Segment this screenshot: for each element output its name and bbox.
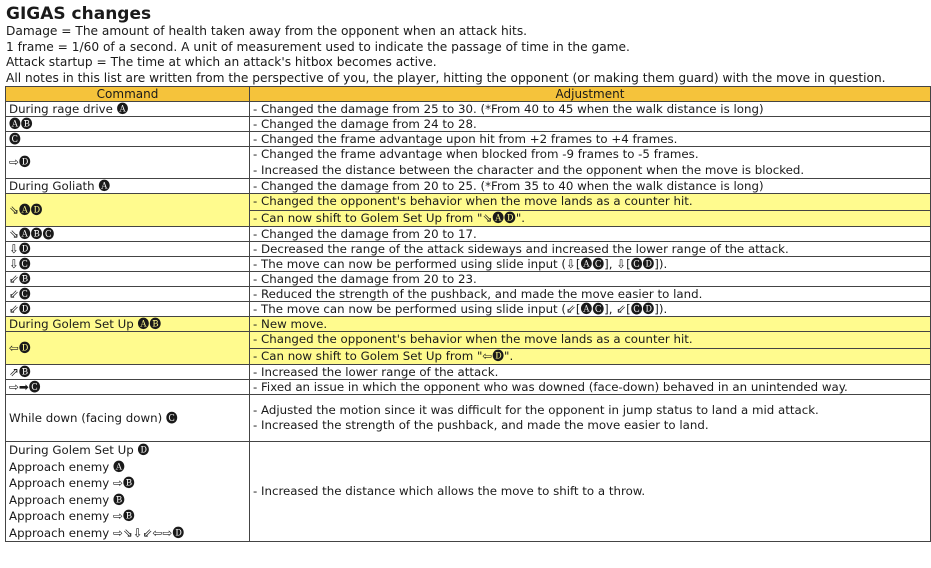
table-row [6,287,931,302]
intro-notes [6,24,925,86]
adjustment-text: - Increased the distance which allows the move to shift to a throw. [253,484,646,498]
command-cell [6,194,250,227]
command-text: ⇩🅓 [9,242,31,256]
adjustment-text: - Changed the damage from 20 to 25. (*From 35 to 40 when the walk distance is long) [253,179,764,193]
command-cell [6,242,250,257]
command-text: During rage drive 🅐 [9,102,129,116]
adjustment-cell [250,287,931,302]
table-row [6,194,931,227]
adjustment-text: - Can now shift to Golem Set Up from "⇘🅐🅓". [253,210,526,225]
adjustment-text: - Changed the frame advantage upon hit from +2 frames to +4 frames. [253,132,678,146]
document [6,4,925,542]
adjustment-text: - Changed the opponent's behavior when the move lands as a counter hit. [250,194,930,211]
adjustment-text: - Decreased the range of the attack sideways and increased the lower range of the attack. [253,242,789,256]
table-row [6,380,931,395]
command-cell [6,317,250,332]
command-text: Approach enemy 🅐 [9,459,125,474]
adjustment-cell [250,257,931,272]
column-header-command: Command [6,87,250,102]
command-text: ⇘🅐🅓 [9,202,43,217]
adjustment-cell [250,179,931,194]
command-cell [6,132,250,147]
command-text: ⇙🅑 [9,272,31,286]
command-cell [6,287,250,302]
command-text: Approach enemy ⇨🅑 [9,476,135,490]
command-text: ⇙🅒 [9,287,31,301]
command-cell [6,380,250,395]
adjustment-cell [250,147,931,179]
adjustment-cell [250,302,931,317]
command-text: ⇘🅐🅑🅒 [9,227,55,241]
intro-line: 1 frame = 1/60 of a second. A unit of measurement used to indicate the passage of time in the game. [6,39,630,54]
command-cell [6,442,250,542]
table-row [6,132,931,147]
command-text: ⇨🅓 [9,155,31,169]
adjustment-cell [250,365,931,380]
adjustment-text: - Changed the opponent's behavior when the move lands as a counter hit. [250,332,930,349]
adjustment-text: - Adjusted the motion since it was difficult for the opponent in jump status to land a mid attack. [253,402,819,417]
intro-line: Attack startup = The time at which an attack's hitbox becomes active. [6,55,437,69]
adjustment-text: - The move can now be performed using slide input (⇙[🅐🅒], ⇙[🅒🅓]). [253,302,668,316]
command-cell [6,395,250,442]
command-cell [6,257,250,272]
adjustment-text: - Changed the damage from 20 to 17. [253,227,477,241]
table-row [6,147,931,179]
table-row [6,102,931,117]
command-cell [6,102,250,117]
command-cell [6,179,250,194]
adjustment-text: - Changed the damage from 20 to 23. [253,272,477,286]
adjustment-cell [250,102,931,117]
adjustment-cell [250,442,931,542]
adjustment-text: - Increased the strength of the pushback, and made the move easier to land. [253,418,709,432]
command-cell [6,227,250,242]
adjustment-cell [250,194,931,227]
adjustment-text: - Increased the lower range of the attack. [253,365,499,379]
table-row [6,442,931,542]
table-row [6,117,931,132]
intro-line: Damage = The amount of health taken away from the opponent when an attack hits. [6,24,528,38]
command-text: ⇨➡🅒 [9,380,41,394]
table-row [6,317,931,332]
table-row [6,179,931,194]
command-text: ⇦🅓 [9,340,31,355]
adjustment-text: - Fixed an issue in which the opponent who was downed (face-down) behaved in an unintended way. [253,380,848,394]
command-text: During Golem Set Up 🅓 [9,443,150,457]
adjustment-text: - Reduced the strength of the pushback, and made the move easier to land. [253,287,703,301]
table-body [6,102,931,542]
adjustment-text: - The move can now be performed using slide input (⇩[🅐🅒], ⇩[🅒🅓]). [253,257,668,271]
adjustment-text: - Increased the distance between the character and the opponent when the move is blocked. [253,162,805,177]
command-text: Approach enemy ⇨🅑 [9,509,135,523]
changes-table [5,86,931,542]
adjustment-cell [250,132,931,147]
adjustment-text: - Can now shift to Golem Set Up from "⇦🅓". [253,348,514,363]
command-cell [6,117,250,132]
adjustment-cell [250,395,931,442]
command-cell [6,147,250,179]
table-header-row [6,87,931,102]
adjustment-cell [250,380,931,395]
intro-line: All notes in this list are written from the perspective of you, the player, hitting the opponent (or making them guard) with the move in question. [6,70,886,85]
adjustment-text: - Changed the damage from 25 to 30. (*From 40 to 45 when the walk distance is long) [253,102,764,116]
command-cell [6,302,250,317]
command-text: During Golem Set Up 🅐🅑 [9,317,162,331]
command-text: Approach enemy ⇨⇘⇩⇙⇦⇨🅓 [9,525,185,540]
table-row [6,272,931,287]
table-row [6,365,931,380]
command-text: During Goliath 🅐 [9,179,111,193]
command-text: 🅒 [9,132,21,146]
command-text: Approach enemy 🅑 [9,492,125,507]
command-text: ⇙🅓 [9,302,31,316]
command-cell [6,332,250,365]
adjustment-text: - Changed the damage from 24 to 28. [253,117,477,131]
command-text: ⇗🅑 [9,365,31,379]
adjustment-cell [250,227,931,242]
column-header-adjustment: Adjustment [250,87,931,102]
adjustment-text: - Changed the frame advantage when blocked from -9 frames to -5 frames. [253,147,699,161]
table-row [6,242,931,257]
adjustment-cell [250,332,931,365]
adjustment-cell [250,117,931,132]
table-row [6,395,931,442]
command-cell [6,272,250,287]
table-row [6,302,931,317]
table-row [6,257,931,272]
adjustment-cell [250,242,931,257]
adjustment-text: - New move. [253,317,328,331]
table-row [6,227,931,242]
page-title: GIGAS changes [6,4,152,24]
command-cell [6,365,250,380]
adjustment-cell [250,317,931,332]
adjustment-cell [250,272,931,287]
table-row [6,332,931,365]
command-text: 🅐🅑 [9,117,33,131]
command-text: ⇩🅒 [9,257,31,271]
command-text: While down (facing down) 🅒 [9,410,178,425]
